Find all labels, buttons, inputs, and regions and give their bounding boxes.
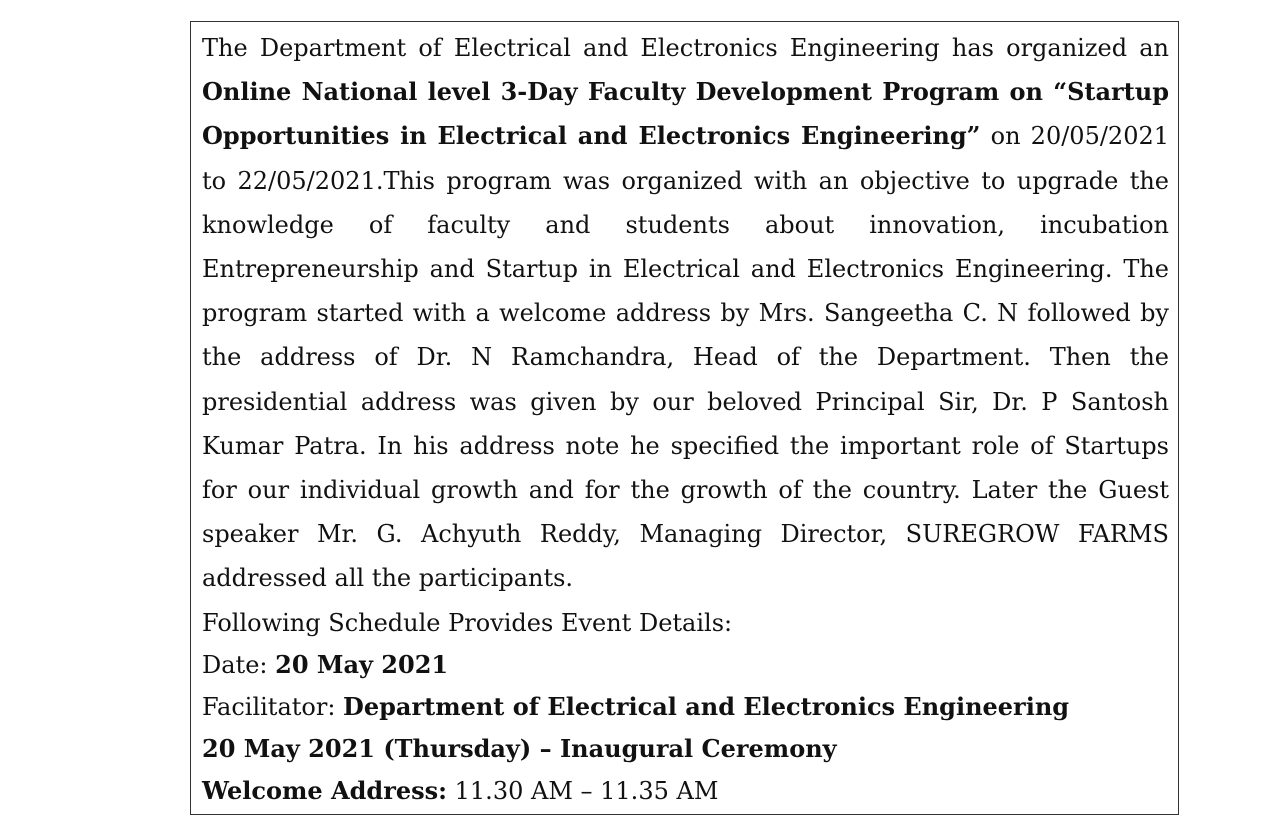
date-value: 20 May 2021: [275, 650, 449, 679]
description-body: on 20/05/2021 to 22/05/2021.This program was organized with an objective to upgrade the knowledge of faculty and students about innovation, incubation Entrepreneurship and Startup in Electrical and Electronics Engineering. The program started with a welcome address by Mrs. Sangeetha C. N followed by the address of Dr. N Ramchandra, Head of the Department. Then the presidential address was given by our beloved Principal Sir, Dr. P Santosh Kumar Patra. In his address note he specified the important role of Startups for our individual growth and for the growth of the country. Later the Guest speaker Mr. G. Achyuth Reddy, Managing Director, SUREGROW FARMS addressed all the participants.: [202, 122, 1170, 593]
facilitator-line: [202, 686, 1169, 728]
document-frame: [190, 21, 1179, 815]
date-label: Date:: [202, 651, 276, 679]
facilitator-value: Department of Electrical and Electronics Engineering: [343, 692, 1070, 721]
event-description: [202, 22, 1169, 601]
description-intro: The Department of Electrical and Electronics Engineering has organized an: [202, 34, 1169, 62]
welcome-time: 11.30 AM – 11.35 AM: [447, 777, 719, 805]
program-title: Online National level 3-Day Faculty Development Program on “Startup Opportunities in Electrical and Electronics Engineering”: [202, 77, 1169, 151]
date-line: [202, 644, 1169, 686]
day-heading-text: 20 May 2021 (Thursday) – Inaugural Ceremony: [202, 734, 837, 763]
welcome-label: Welcome Address:: [202, 776, 448, 805]
facilitator-label: Facilitator:: [202, 693, 344, 721]
schedule-section: [202, 602, 1169, 812]
day-heading: [202, 728, 1169, 770]
document-content: [202, 22, 1170, 805]
welcome-line: [202, 770, 1169, 812]
schedule-intro: Following Schedule Provides Event Details:: [202, 609, 733, 637]
